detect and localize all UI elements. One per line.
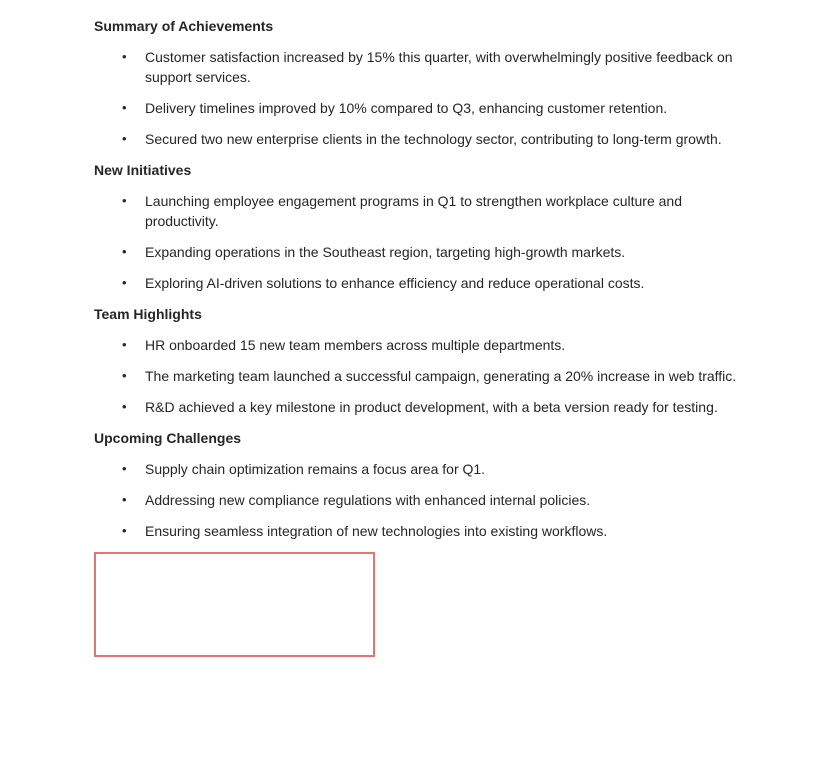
bullet-text: Supply chain optimization remains a focus area for Q1. — [145, 461, 486, 477]
list-item — [94, 98, 832, 118]
bullet-icon: • — [122, 492, 127, 507]
bullet-text: Delivery timelines improved by 10% compared to Q3, enhancing customer retention. — [145, 100, 668, 116]
bullet-icon: • — [122, 368, 127, 383]
section-heading: New Initiatives — [94, 162, 192, 178]
list-item — [94, 191, 832, 231]
bullet-icon: • — [122, 337, 127, 352]
bullet-icon: • — [122, 244, 127, 259]
annotation-box[interactable] — [94, 552, 375, 657]
section-heading: Summary of Achievements — [94, 18, 274, 34]
bullet-icon: • — [122, 399, 127, 414]
section-upcoming-challenges — [94, 428, 832, 541]
list-item — [94, 129, 832, 149]
list-item — [94, 459, 832, 479]
bullet-icon: • — [122, 193, 127, 208]
bullet-icon: • — [122, 523, 127, 538]
list-item — [94, 242, 832, 262]
bullet-text: The marketing team launched a successful campaign, generating a 20% increase in web traffic. — [145, 368, 737, 384]
bullet-icon: • — [122, 275, 127, 290]
list-item — [94, 521, 832, 541]
bullet-text: Exploring AI-driven solutions to enhance efficiency and reduce operational costs. — [145, 275, 645, 291]
bullet-text: Ensuring seamless integration of new technologies into existing workflows. — [145, 523, 608, 539]
bullet-text: HR onboarded 15 new team members across multiple departments. — [145, 337, 566, 353]
bullet-text: Expanding operations in the Southeast region, targeting high-growth markets. — [145, 244, 626, 260]
section-new-initiatives — [94, 160, 832, 293]
section-heading: Upcoming Challenges — [94, 430, 242, 446]
list-item — [94, 490, 832, 510]
bullet-text: Launching employee engagement programs in Q1 to strengthen workplace culture and productivity. — [145, 193, 682, 229]
bullet-text: Addressing new compliance regulations with enhanced internal policies. — [145, 492, 591, 508]
bullet-text: Customer satisfaction increased by 15% this quarter, with overwhelmingly positive feedback on support services. — [145, 49, 733, 85]
list-item — [94, 335, 832, 355]
list-item — [94, 273, 832, 293]
bullet-text: Secured two new enterprise clients in the technology sector, contributing to long-term growth. — [145, 131, 722, 147]
section-heading: Team Highlights — [94, 306, 202, 322]
bullet-icon: • — [122, 131, 127, 146]
section-team-highlights — [94, 304, 832, 417]
list-item — [94, 47, 832, 87]
list-item — [94, 366, 832, 386]
bullet-icon: • — [122, 49, 127, 64]
bullet-icon: • — [122, 461, 127, 476]
list-item — [94, 397, 832, 417]
bullet-text: R&D achieved a key milestone in product development, with a beta version ready for testing. — [145, 399, 718, 415]
section-summary-of-achievements — [94, 16, 832, 149]
bullet-icon: • — [122, 100, 127, 115]
